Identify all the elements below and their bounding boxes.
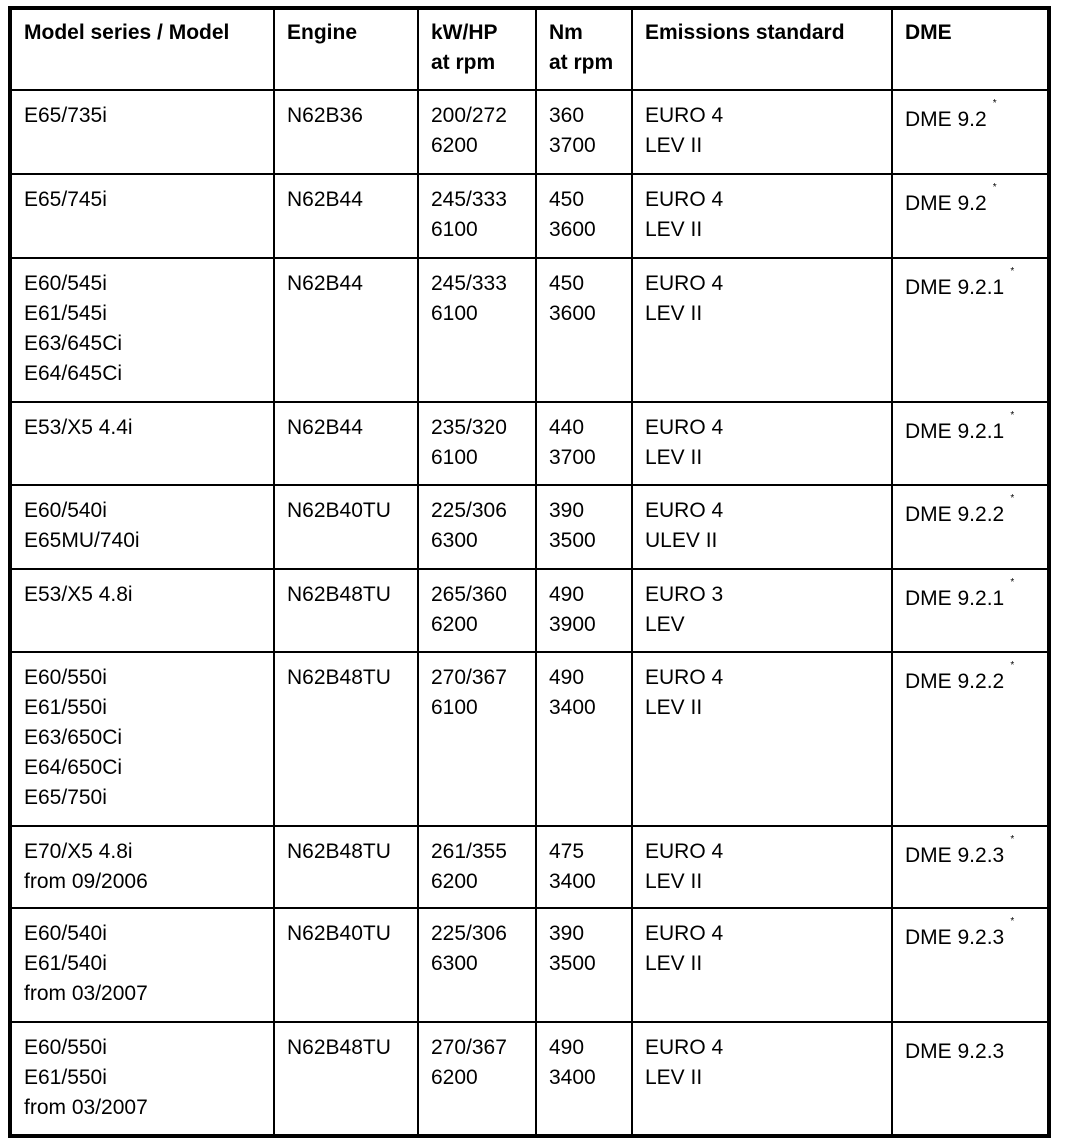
torque-value: 475	[549, 840, 585, 863]
dme-label: DME 9.2.3	[905, 844, 1005, 867]
table-row	[10, 90, 1049, 174]
torque-rpm: 3600	[549, 218, 596, 241]
table-row	[10, 485, 1049, 569]
power-value: 225/306	[431, 499, 507, 522]
cell-dme	[892, 174, 1049, 258]
cell-nm	[536, 402, 632, 485]
footnote-mark: *	[1010, 834, 1015, 845]
torque-value: 450	[549, 188, 585, 211]
cell-engine	[274, 908, 418, 1022]
cell-nm	[536, 652, 632, 826]
dme-version	[905, 916, 1015, 953]
power-value: 245/333	[431, 188, 507, 211]
header-kw-hp	[418, 8, 536, 90]
engine-code: N62B40TU	[287, 499, 391, 522]
dme-label: DME 9.2.1	[905, 587, 1005, 610]
cell-kw-hp	[418, 826, 536, 908]
engine-code: N62B40TU	[287, 922, 391, 945]
model-name: from 03/2007	[24, 982, 148, 1005]
dme-label: DME 9.2.2	[905, 670, 1005, 693]
cell-emissions	[632, 569, 892, 652]
model-name: E61/550i	[24, 1066, 107, 1089]
torque-value: 490	[549, 1036, 585, 1059]
header-text: kW/HP	[431, 21, 498, 44]
torque-rpm: 3400	[549, 696, 596, 719]
dme-version	[905, 577, 1015, 614]
cell-kw-hp	[418, 908, 536, 1022]
power-rpm: 6200	[431, 134, 478, 157]
model-name: E70/X5 4.8i	[24, 840, 133, 863]
emissions-standard: EURO 4	[645, 272, 724, 295]
header-text: at rpm	[431, 51, 496, 74]
power-rpm: 6200	[431, 870, 478, 893]
cell-nm	[536, 1022, 632, 1136]
model-name: E60/540i	[24, 922, 107, 945]
footnote-mark: *	[1010, 493, 1015, 504]
cell-nm	[536, 908, 632, 1022]
emissions-standard: EURO 4	[645, 104, 724, 127]
cell-dme	[892, 826, 1049, 908]
power-rpm: 6200	[431, 1066, 478, 1089]
emissions-standard: EURO 4	[645, 499, 724, 522]
cell-engine	[274, 485, 418, 569]
emissions-standard: EURO 4	[645, 188, 724, 211]
dme-label: DME 9.2.1	[905, 420, 1005, 443]
cell-dme	[892, 908, 1049, 1022]
model-name: E63/645Ci	[24, 332, 123, 355]
table-row	[10, 908, 1049, 1022]
power-rpm: 6300	[431, 952, 478, 975]
torque-rpm: 3600	[549, 302, 596, 325]
cell-engine	[274, 569, 418, 652]
cell-emissions	[632, 402, 892, 485]
header-text: Emissions standard	[645, 21, 845, 44]
footnote-mark: *	[992, 182, 997, 193]
cell-engine	[274, 826, 418, 908]
cell-dme	[892, 258, 1049, 402]
model-name: E65MU/740i	[24, 529, 140, 552]
cell-kw-hp	[418, 258, 536, 402]
emissions-standard: EURO 4	[645, 1036, 724, 1059]
emissions-standard: ULEV II	[645, 529, 718, 552]
cell-engine	[274, 174, 418, 258]
torque-value: 450	[549, 272, 585, 295]
engine-code: N62B44	[287, 272, 363, 295]
model-name: E61/540i	[24, 952, 107, 975]
cell-model	[10, 652, 274, 826]
footnote-mark: *	[1010, 266, 1015, 277]
model-name: E64/650Ci	[24, 756, 123, 779]
model-name: from 09/2006	[24, 870, 148, 893]
cell-kw-hp	[418, 485, 536, 569]
dme-version	[905, 834, 1015, 871]
emissions-standard: LEV II	[645, 1066, 703, 1089]
header-engine	[274, 8, 418, 90]
table-body	[10, 90, 1049, 1136]
torque-value: 360	[549, 104, 585, 127]
torque-rpm: 3500	[549, 529, 596, 552]
power-value: 265/360	[431, 583, 507, 606]
cell-nm	[536, 174, 632, 258]
dme-version	[905, 98, 997, 135]
header-text: Nm	[549, 21, 583, 44]
emissions-standard: EURO 3	[645, 583, 724, 606]
emissions-standard: EURO 4	[645, 666, 724, 689]
torque-value: 490	[549, 666, 585, 689]
model-name: E60/545i	[24, 272, 107, 295]
cell-kw-hp	[418, 1022, 536, 1136]
power-rpm: 6100	[431, 696, 478, 719]
cell-dme	[892, 1022, 1049, 1136]
table-row	[10, 402, 1049, 485]
table-row	[10, 1022, 1049, 1136]
power-value: 245/333	[431, 272, 507, 295]
emissions-standard: LEV II	[645, 952, 703, 975]
cell-emissions	[632, 485, 892, 569]
emissions-standard: LEV II	[645, 446, 703, 469]
cell-model	[10, 826, 274, 908]
dme-label: DME 9.2.1	[905, 276, 1005, 299]
cell-kw-hp	[418, 652, 536, 826]
model-name: E64/645Ci	[24, 362, 123, 385]
model-name: from 03/2007	[24, 1096, 148, 1119]
cell-engine	[274, 90, 418, 174]
dme-version	[905, 660, 1015, 697]
cell-engine	[274, 652, 418, 826]
engine-code: N62B48TU	[287, 666, 391, 689]
table-row	[10, 652, 1049, 826]
emissions-standard: LEV II	[645, 302, 703, 325]
header-model	[10, 8, 274, 90]
footnote-mark: *	[1010, 660, 1015, 671]
dme-label: DME 9.2	[905, 108, 987, 131]
table-row	[10, 174, 1049, 258]
header-text: at rpm	[549, 51, 614, 74]
power-rpm: 6200	[431, 613, 478, 636]
cell-nm	[536, 826, 632, 908]
torque-rpm: 3700	[549, 446, 596, 469]
cell-nm	[536, 258, 632, 402]
cell-kw-hp	[418, 174, 536, 258]
power-value: 235/320	[431, 416, 507, 439]
dme-version	[905, 266, 1015, 303]
power-value: 270/367	[431, 1036, 507, 1059]
power-value: 270/367	[431, 666, 507, 689]
cell-nm	[536, 485, 632, 569]
model-name: E60/550i	[24, 666, 107, 689]
emissions-standard: LEV II	[645, 134, 703, 157]
cell-model	[10, 90, 274, 174]
engine-code: N62B36	[287, 104, 363, 127]
power-rpm: 6100	[431, 446, 478, 469]
dme-version	[905, 410, 1015, 447]
cell-engine	[274, 1022, 418, 1136]
dme-version	[905, 493, 1015, 530]
cell-emissions	[632, 826, 892, 908]
cell-emissions	[632, 174, 892, 258]
cell-emissions	[632, 1022, 892, 1136]
torque-rpm: 3400	[549, 1066, 596, 1089]
cell-model	[10, 485, 274, 569]
table-row	[10, 569, 1049, 652]
cell-dme	[892, 652, 1049, 826]
model-name: E53/X5 4.4i	[24, 416, 133, 439]
header-emissions	[632, 8, 892, 90]
engine-code: N62B48TU	[287, 840, 391, 863]
model-name: E60/550i	[24, 1036, 107, 1059]
cell-dme	[892, 90, 1049, 174]
cell-engine	[274, 258, 418, 402]
emissions-standard: LEV II	[645, 696, 703, 719]
cell-emissions	[632, 652, 892, 826]
emissions-standard: EURO 4	[645, 416, 724, 439]
model-name: E63/650Ci	[24, 726, 123, 749]
table-row	[10, 258, 1049, 402]
footnote-mark: *	[992, 98, 997, 109]
engine-code: N62B48TU	[287, 583, 391, 606]
power-rpm: 6100	[431, 302, 478, 325]
torque-value: 490	[549, 583, 585, 606]
dme-version	[905, 182, 997, 219]
header-text: Engine	[287, 21, 358, 44]
torque-rpm: 3700	[549, 134, 596, 157]
engine-code: N62B44	[287, 416, 363, 439]
header-text: DME	[905, 21, 952, 44]
model-name: E61/550i	[24, 696, 107, 719]
emissions-standard: EURO 4	[645, 840, 724, 863]
header-dme	[892, 8, 1049, 90]
engine-code: N62B44	[287, 188, 363, 211]
model-name: E53/X5 4.8i	[24, 583, 133, 606]
model-name: E65/735i	[24, 104, 107, 127]
dme-label: DME 9.2	[905, 192, 987, 215]
emissions-standard: EURO 4	[645, 922, 724, 945]
header-text: Model series / Model	[24, 21, 230, 44]
cell-kw-hp	[418, 569, 536, 652]
model-name: E61/545i	[24, 302, 107, 325]
cell-dme	[892, 485, 1049, 569]
torque-rpm: 3500	[549, 952, 596, 975]
torque-value: 390	[549, 922, 585, 945]
torque-rpm: 3900	[549, 613, 596, 636]
cell-model	[10, 908, 274, 1022]
torque-value: 390	[549, 499, 585, 522]
emissions-standard: LEV II	[645, 218, 703, 241]
power-value: 225/306	[431, 922, 507, 945]
dme-label: DME 9.2.3	[905, 1040, 1005, 1063]
cell-emissions	[632, 908, 892, 1022]
footnote-mark: *	[1010, 916, 1015, 927]
cell-emissions	[632, 90, 892, 174]
engine-spec-table	[8, 6, 1051, 1138]
header-row	[10, 8, 1049, 90]
footnote-mark: *	[1010, 577, 1015, 588]
emissions-standard: LEV II	[645, 870, 703, 893]
cell-nm	[536, 569, 632, 652]
cell-model	[10, 402, 274, 485]
cell-dme	[892, 569, 1049, 652]
model-name: E65/745i	[24, 188, 107, 211]
power-rpm: 6300	[431, 529, 478, 552]
power-value: 261/355	[431, 840, 507, 863]
power-value: 200/272	[431, 104, 507, 127]
cell-kw-hp	[418, 402, 536, 485]
table-row	[10, 826, 1049, 908]
cell-model	[10, 174, 274, 258]
dme-label: DME 9.2.3	[905, 926, 1005, 949]
cell-engine	[274, 402, 418, 485]
dme-label: DME 9.2.2	[905, 503, 1005, 526]
cell-emissions	[632, 258, 892, 402]
model-name: E65/750i	[24, 786, 107, 809]
model-name: E60/540i	[24, 499, 107, 522]
torque-rpm: 3400	[549, 870, 596, 893]
cell-model	[10, 258, 274, 402]
power-rpm: 6100	[431, 218, 478, 241]
cell-kw-hp	[418, 90, 536, 174]
header-nm	[536, 8, 632, 90]
cell-model	[10, 569, 274, 652]
emissions-standard: LEV	[645, 613, 685, 636]
engine-code: N62B48TU	[287, 1036, 391, 1059]
cell-dme	[892, 402, 1049, 485]
footnote-mark: *	[1010, 410, 1015, 421]
cell-nm	[536, 90, 632, 174]
cell-model	[10, 1022, 274, 1136]
torque-value: 440	[549, 416, 585, 439]
dme-version	[905, 1033, 1004, 1067]
